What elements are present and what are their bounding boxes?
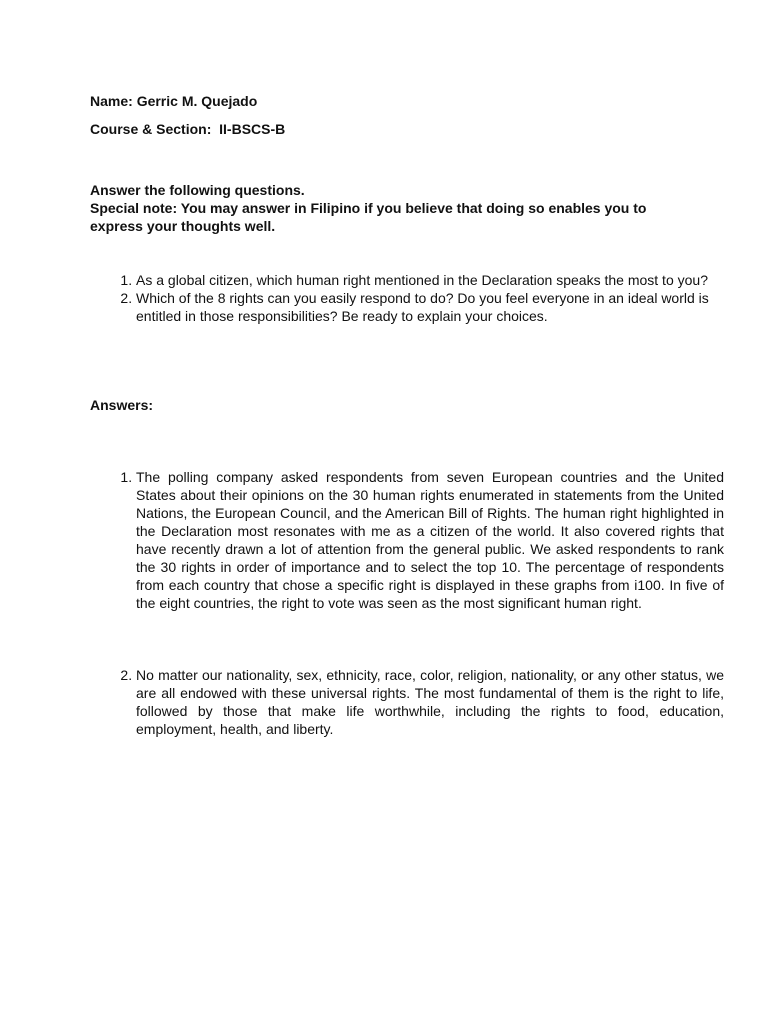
name-line [90, 93, 257, 109]
answers-heading: Answers: [90, 397, 154, 413]
course-label: Course & Section: [90, 121, 212, 137]
name-value: Gerric M. Quejado [136, 93, 258, 109]
question-list [90, 271, 724, 325]
instructions-note: Special note: You may answer in Filipino if you believe that doing so enables you to express your thoughts well. [90, 200, 647, 234]
answer-list [90, 468, 724, 738]
answer-item: 1. The polling company asked respondents from seven European countries and the United States about their opinions on the 30 human rights enumerated in statements from the United Nations, the European Council, and the American Bill of Rights. The human right highlighted in the Declaration most resonates with me as a citizen of the world. It also covered rights that have recently drawn a lot of attention from the general public. We asked respondents to rank the 30 rights in order of importance and to select the top 10. The percentage of respondents from each country that chose a specific right is displayed in these graphs from i100. In five of the eight countries, the right to vote was seen as the most significant human right. [136, 468, 724, 612]
question-item: 2. Which of the 8 rights can you easily respond to do? Do you feel everyone in an ideal world is entitled in those responsibilities? Be ready to explain your choices. [136, 289, 724, 325]
instructions-title: Answer the following questions. [90, 182, 305, 198]
name-label: Name: [90, 93, 133, 109]
answer-item: 2. No matter our nationality, sex, ethnicity, race, color, religion, nationality, or any other status, we are all endowed with these universal rights. The most fundamental of them is the right to life, followed by those that make life worthwhile, including the rights to food, education, employment, health, and liberty. [136, 666, 724, 738]
course-value: II-BSCS-B [219, 121, 286, 137]
question-item: 1. As a global citizen, which human right mentioned in the Declaration speaks the most to you? [136, 271, 724, 289]
instructions-block [90, 181, 690, 235]
course-line [90, 121, 285, 137]
